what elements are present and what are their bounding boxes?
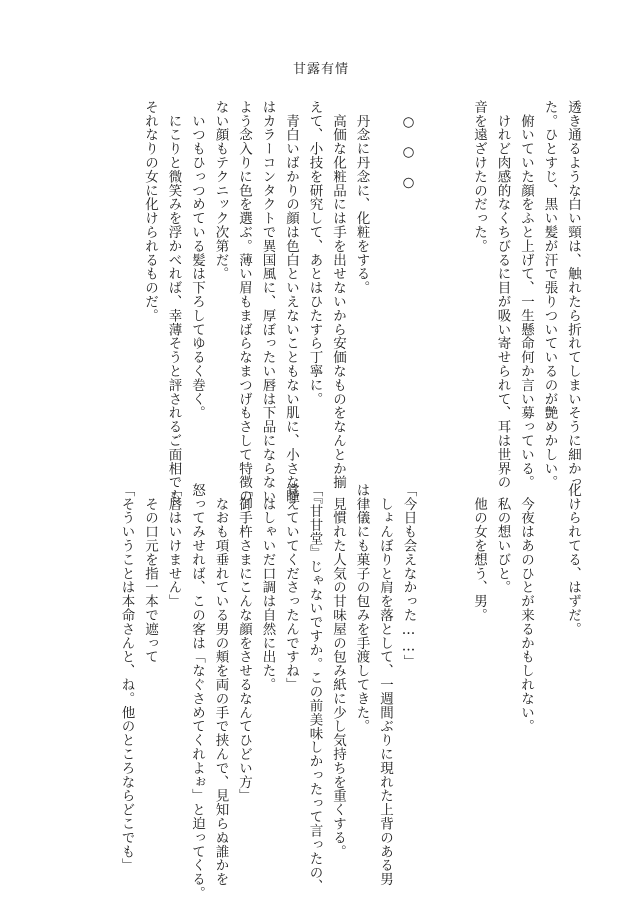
text-line: いつもひっつめている髪は下ろしてゆるく巻く。: [189, 100, 205, 420]
text-line: ○ ○ ○: [400, 100, 417, 191]
text-line: 化けられてる、はずだ。: [565, 483, 581, 636]
text-line: はカラーコンタクトで異国風に、厚ぼったい唇は下品にならない: [259, 100, 276, 504]
text-line: にこりと微笑みを浮かべれば、幸薄そうと評されるご面相でも: [165, 100, 182, 504]
text-line: 「そういうことは本命さんと、ね。他のところならどこでも」: [118, 483, 135, 873]
text-line: しょんぼりと肩を落として、一週間ぶりに現れた上背のある男: [377, 483, 393, 887]
text-line: 音を遠ざけたのだった。: [471, 100, 487, 253]
text-line: 私の想いびと。: [494, 483, 511, 595]
text-line: 覚えていてくださったんですね」: [283, 483, 299, 692]
text-line: 他の女を想う、男。: [471, 483, 487, 622]
text-line: 「今日も会えなかった……」: [400, 483, 417, 669]
text-line: [373, 100, 397, 470]
text-line: [443, 483, 467, 853]
text-line: 「御手杵さまにこんな顔をさせるなんてひどい方」: [236, 483, 252, 803]
text-line: その口元を指一本で遮って: [142, 483, 158, 664]
text-line: 「『甘甘堂』じゃないですか。この前美味しかったって言ったの、: [306, 483, 323, 894]
text-line: [537, 483, 561, 853]
text-line: 俯いていた顔をふと上げて、一生懸命何か言い募っている。: [518, 100, 534, 490]
text-line: 「唇はいけません」: [165, 483, 182, 609]
text-line: 透き通るような白い頸は、触れたら折れてしまいそうに細かっ: [565, 100, 581, 490]
text-line: 青白いばかりの顔は色白といえないこともない肌に、小さな瞳: [283, 100, 299, 504]
text-line: よう念入りに色を選ぶ。薄い眉もまばらなまつげもさして特徴の: [236, 100, 252, 504]
text-line: [420, 483, 444, 853]
text-line: 見慣れた人気の甘味屋の包み紙に少し気持ちを重くする。: [330, 483, 346, 859]
lower-text-block: [114, 483, 584, 900]
text-line: けれど肉感的なくちびるに目が吸い寄せられて、耳は世界の: [494, 100, 511, 490]
text-line: [420, 100, 444, 470]
text-line: 丹念に丹念に、化粧をする。: [353, 100, 370, 295]
text-line: それなりの女に化けられるものだ。: [142, 100, 158, 323]
text-line: 今夜はあのひとが来るかもしれない。: [518, 483, 534, 734]
text-line: はしゃいだ口調は自然に出た。: [259, 483, 276, 692]
page-title: 甘露有情: [292, 62, 349, 77]
text-line: た。ひとすじ、黒い髪が汗で張りついているのが艶めかしい。: [541, 100, 558, 490]
text-line: [443, 100, 467, 470]
text-line: 怒ってみせれば、この客は「なぐさめてくれよぉ」と迫ってくる。: [189, 483, 205, 900]
text-line: 高価な化粧品には手を出せないから安価なものをなんとか揃: [330, 100, 346, 490]
text-line: ない顔もテクニック次第だ。: [212, 100, 229, 281]
upper-text-block: [138, 100, 585, 504]
text-line: なおも項垂れている男の頬を両の手で挟んで、見知らぬ誰かを: [212, 483, 229, 887]
text-line: は律儀にも菓子の包みを手渡してきた。: [353, 483, 370, 734]
text-line: えて、小技を研究して、あとはひたすら丁寧に。: [306, 100, 323, 406]
